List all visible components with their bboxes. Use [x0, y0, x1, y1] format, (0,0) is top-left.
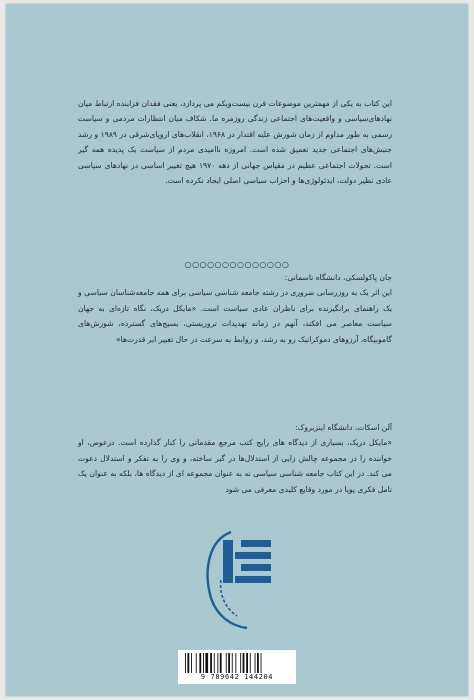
- barcode-stripe: [228, 653, 230, 673]
- barcode-icon: [184, 653, 290, 673]
- barcode-stripe: [214, 653, 215, 673]
- barcode-stripe: [226, 653, 227, 673]
- barcode-stripe: [203, 653, 204, 673]
- blurb-paragraph: [78, 96, 392, 188]
- barcode-stripe: [255, 653, 256, 673]
- barcode-stripe: [217, 653, 218, 673]
- barcode-stripe: [191, 653, 192, 673]
- barcode-stripe: [199, 653, 201, 673]
- isbn-number: 9 789642 144204: [200, 673, 274, 681]
- barcode-stripe: [210, 653, 212, 673]
- blurb-text: این کتاب به یکی از مهمترین موضوعات قرن بیست‌ویکم می پردازد، یعنی فقدان فزاینده ارتباط میان نهادهای‌سیاسی و واقعیت‌های اجتماعی زندگی روزمره ما. شکاف میان انتظارات مردمی و سیاست رسمی به طور مداوم از زمان شورش علیه اقتدار در ۱۹۶۸، انقلاب‌های اروپای‌شرقی در ۱۹۸۹ و رشد جنبش‌های اجتماعی جدید تعمیق شده است. امروزه ناامیدی مردم از سیاست یک پدیده همه گیر است. تحولات اجتماعی عظیم در مقیاس جهانی از دهه ۱۹۷۰ هیچ تغییر اساسی در نهادهای سیاسی عادی نظیر دولت، ایدئولوژی‌ها و احزاب سیاسی اصلی ایجاد نکرده است.: [78, 99, 392, 186]
- barcode-stripe: [185, 653, 186, 673]
- barcode-stripe: [246, 653, 248, 673]
- barcode-stripe: [235, 653, 236, 673]
- quote-text: «مایکل دریک، بسیاری از دیدگاه های رایج کتب مرجع مقدماتی را کنار گذارده است. درعوض، او خواننده را در مجموعه چالش زایی از استدلال‌ها در گیر ساخته، و وی را به تفکر و استدلال دعوت می کند. در این کتاب جامعه شناسی سیاسی نه به عنوان مجموعه ای از دیدگاه ها، بلکه به عنوان یک تامل فکری پویا در مورد وقایع کلیدی معرفی می شود: [78, 438, 392, 494]
- quote-text: این اثر یک به روزرسانی ضروری در رشته جامعه شناسی سیاسی برای همه جامعه‌شناسان سیاسی و یک راهنمای برانگیزنده برای ناظران عادی سیاست است. «مایکل دریک، نگاه تازه‌ای به جهان سیاست معاصر می افکند، آنهم در زمانه تهدیدات تروریستی، بسیج‌های گسترده، شورش‌های گاموبیگاه، آرزوهای دموکراتیک رو به رشد، و روابط به سرعت در حال تغییر ابر قدرت‌ها»: [78, 288, 392, 344]
- review-quote-1: [78, 270, 392, 347]
- barcode-stripe: [257, 653, 259, 673]
- barcode-stripe: [232, 653, 233, 673]
- barcode-stripe: [250, 653, 251, 673]
- barcode-stripe: [261, 653, 262, 673]
- barcode-stripe: [240, 653, 241, 673]
- quote-author: آلن اسکات، دانشگاه اینزبروک:: [295, 423, 392, 432]
- section-divider: ○○○○○○○○○○○○○○: [184, 260, 290, 269]
- publisher-logo-icon: [201, 520, 275, 630]
- barcode-stripe: [243, 653, 245, 673]
- barcode-stripe: [187, 653, 189, 673]
- barcode-stripe: [196, 653, 197, 673]
- review-quote-2: [78, 420, 392, 497]
- quote-author: جان پاکولسکی، دانشگاه تاسمانی:: [284, 273, 392, 282]
- isbn-barcode: [178, 650, 296, 684]
- barcode-stripe: [220, 653, 222, 673]
- barcode-stripe: [205, 653, 208, 673]
